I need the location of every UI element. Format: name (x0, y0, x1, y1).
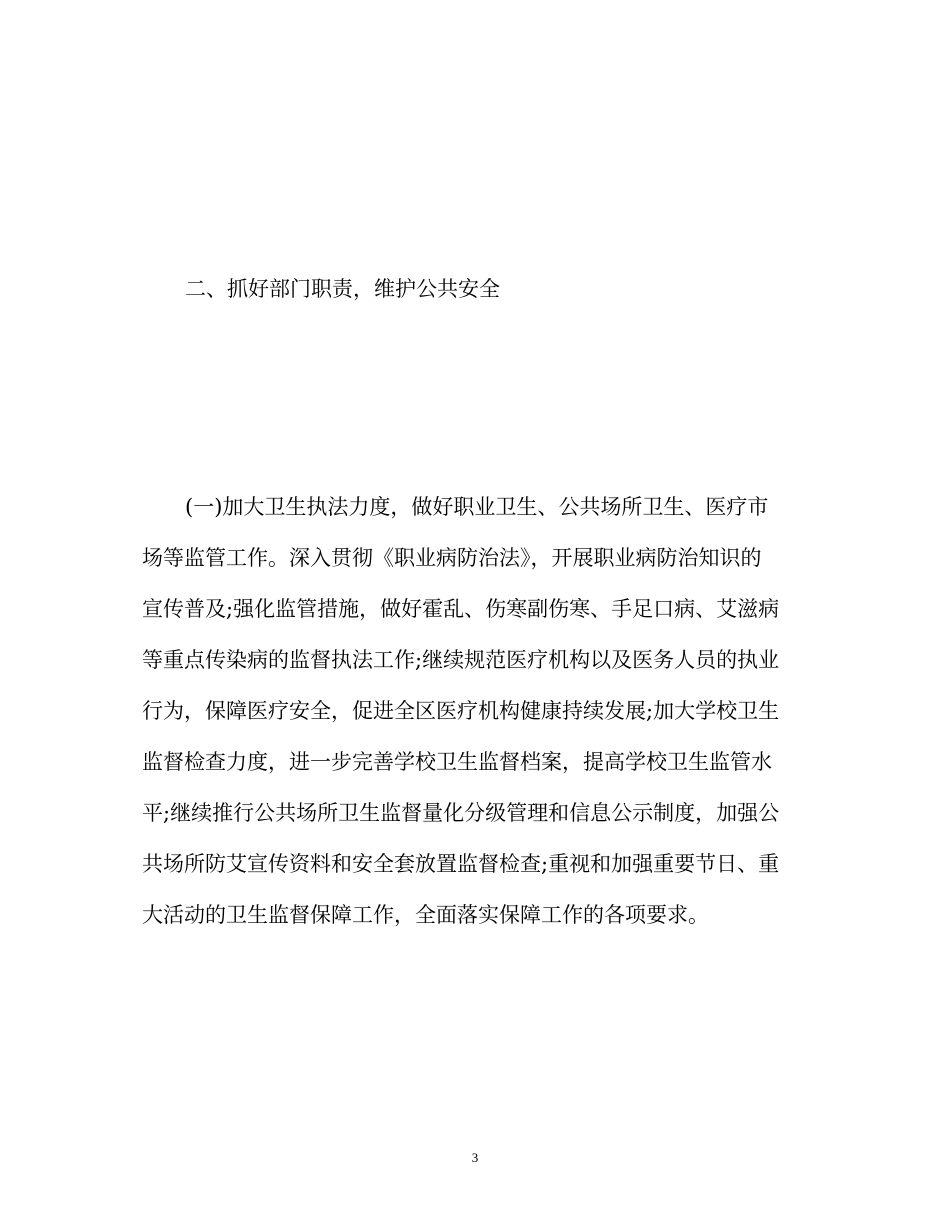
body-paragraph (142, 492, 810, 951)
paragraph-line: 行为，保障医疗安全，促进全区医疗机构健康持续发展;加大学校卫生 (142, 699, 780, 723)
paragraph-line: 场等监管工作。深入贯彻《职业病防治法》，开展职业病防治知识的 (142, 546, 762, 570)
paragraph-line: 等重点传染病的监督执法工作;继续规范医疗机构以及医务人员的执业 (142, 648, 780, 672)
section-heading: 二、抓好部门职责，维护公共安全 (185, 277, 500, 301)
paragraph-line: (一)加大卫生执法力度，做好职业卫生、公共场所卫生、医疗市 (185, 495, 769, 519)
paragraph-line: 大活动的卫生监督保障工作，全面落实保障工作的各项要求。 (142, 903, 709, 927)
paragraph-line: 共场所防艾宣传资料和安全套放置监督检查;重视和加强重要节日、重 (142, 852, 780, 876)
page-number: 3 (471, 1150, 479, 1165)
paragraph-line: 平;继续推行公共场所卫生监督量化分级管理和信息公示制度，加强公 (142, 801, 780, 825)
paragraph-line: 监督检查力度，进一步完善学校卫生监督档案，提高学校卫生监管水 (142, 750, 772, 774)
paragraph-line: 宣传普及;强化监管措施，做好霍乱、伤寒副伤寒、手足口病、艾滋病 (142, 597, 780, 621)
